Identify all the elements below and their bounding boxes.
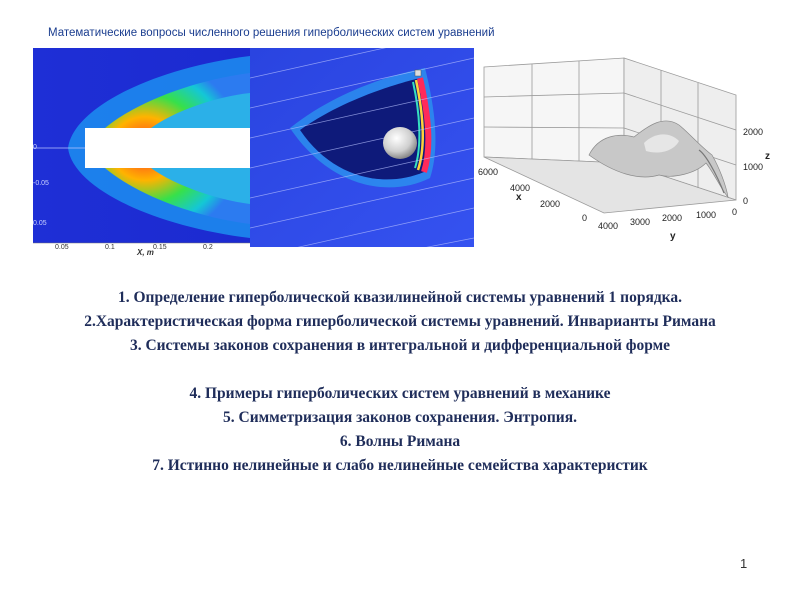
y-tick-label: 0	[33, 144, 37, 151]
3d-surface-plot	[474, 55, 774, 245]
y-tick-label: 3000	[630, 217, 651, 227]
topic-item-4: 4. Примеры гиперболических систем уравнений в механике	[189, 385, 611, 402]
y-tick-label: 0.05	[33, 220, 47, 227]
bow-shock-flow-image	[33, 48, 250, 258]
topic-list	[40, 286, 760, 478]
y-tick-label: 1000	[696, 210, 717, 220]
topic-item-5: 5. Симметризация законов сохранения. Энтропия.	[223, 409, 577, 426]
x-axis-label: X, m	[137, 248, 154, 257]
x-tick-label: 6000	[478, 167, 499, 177]
x-axis-label: x	[516, 192, 522, 203]
y-tick-label: 2000	[662, 213, 683, 223]
x-tick-label: 2000	[540, 199, 561, 209]
y-tick-label: 0	[732, 207, 738, 217]
z-tick-label: 0	[743, 196, 749, 206]
x-tick-label: 0	[582, 213, 588, 223]
x-tick-label: 0.15	[153, 244, 167, 251]
bow-shock-plot	[33, 48, 250, 258]
z-tick-label: 2000	[743, 127, 764, 137]
topic-item-7: 7. Истинно нелинейные и слабо нелинейные семейства характеристик	[152, 457, 648, 474]
y-tick-label: -0.05	[33, 180, 49, 187]
topic-item-2: 2.Характеристическая форма гиперболической системы уравнений. Инварианты Римана	[84, 313, 716, 330]
slide-title: Математические вопросы численного решения гиперболических систем уравнений	[48, 27, 495, 39]
sphere-flow-image	[250, 48, 474, 247]
topic-spacer	[40, 358, 760, 382]
3d-surface-plot-image	[474, 55, 774, 245]
topic-item-6: 6. Волны Римана	[339, 433, 461, 450]
x-tick-label: 0.2	[203, 244, 213, 251]
y-tick-label: 4000	[598, 221, 619, 231]
z-tick-label: 1000	[743, 162, 764, 172]
sphere-flow-plot	[250, 48, 474, 247]
z-axis-label: z	[765, 151, 770, 162]
y-axis-label: y	[670, 231, 676, 242]
page-number: 1	[740, 556, 748, 571]
x-tick-label: 4000	[510, 183, 531, 193]
x-tick-label: 0.1	[105, 244, 115, 251]
x-tick-label: 0.05	[55, 244, 69, 251]
topic-item-3: 3. Системы законов сохранения в интегральной и дифференциальной форме	[129, 337, 671, 354]
topic-item-1: 1. Определение гиперболической квазилинейной системы уравнений 1 порядка.	[117, 289, 682, 306]
